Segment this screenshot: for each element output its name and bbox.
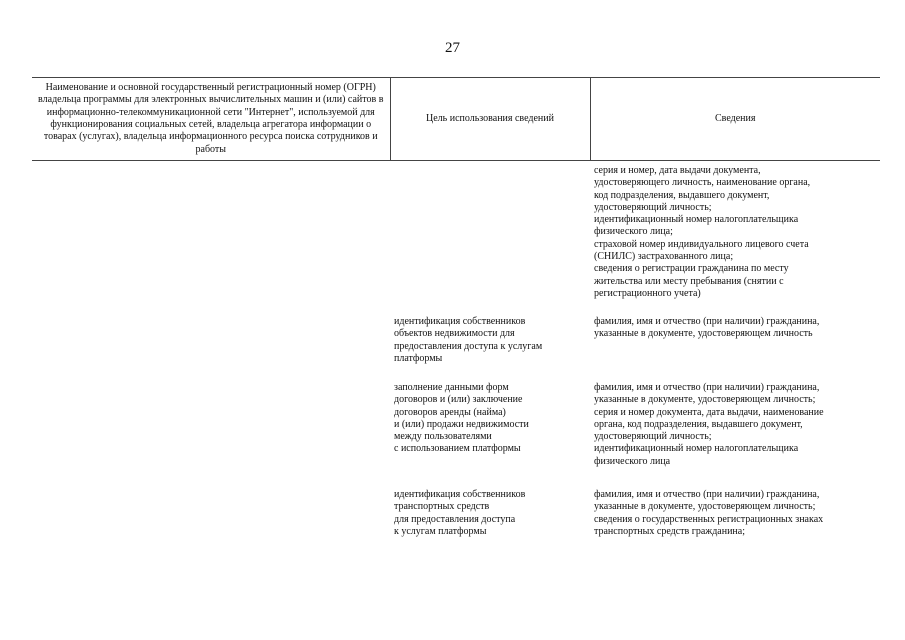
purpose-cell (390, 489, 590, 538)
info-cell (590, 382, 880, 489)
purpose-text: заполнение данными форм договоров и (или) заключение договоров аренды (найма) и (или) продажи недвижимости между пользователями с использованием платформы (394, 382, 529, 455)
purpose-cell (390, 382, 590, 489)
header-purpose: Цель использования сведений (390, 78, 590, 161)
table-row (32, 489, 880, 538)
info-text: фамилия, имя и отчество (при наличии) гражданина, указанные в документе, удостоверяющем личность; серия и номер документа, дата выдачи, наименование органа, код подразделения, выдавшего документ, удостоверяющий личность; идентификационный номер налогоплательщика физического лица (594, 382, 824, 467)
data-table (32, 77, 880, 538)
info-cell (590, 161, 880, 317)
purpose-text: идентификация собственников объектов недвижимости для предоставления доступа к услугам платформы (394, 316, 543, 364)
owner-cell (32, 161, 390, 317)
info-text: серия и номер, дата выдачи документа, удостоверяющего личность, наименование органа, код подразделения, выдавшего документ, удостоверяющий личность; идентификационный номер налогоплательщика физического лица; страховой номер индивидуального лицевого счета (СНИЛС) застрахованного лица; сведения о регистрации гражданина по месту жительства или месту пребывания (снятии с регистрационного учета) (594, 165, 811, 299)
purpose-cell (390, 316, 590, 382)
table-row (32, 161, 880, 317)
table-row (32, 316, 880, 382)
info-cell (590, 316, 880, 382)
header-owner: Наименование и основной государственный регистрационный номер (ОГРН) владельца программы для электронных вычислительных машин и (или) сайтов в информационно-телекоммуникационной сети "Интернет", используемой для функционирования социальных сетей, владельца агрегатора информации о товарах (услугах), владельца информационного ресурса поиска сотрудников и работы (32, 78, 390, 161)
info-text: фамилия, имя и отчество (при наличии) гражданина, указанные в документе, удостоверяющем личность; сведения о государственных регистрационных знаках транспортных средств гражданина; (594, 489, 824, 537)
owner-cell (32, 489, 390, 538)
purpose-text: идентификация собственников транспортных средств для предоставления доступа к услугам платформы (394, 489, 526, 537)
page-number: 27 (445, 40, 460, 56)
owner-cell (32, 382, 390, 489)
owner-cell (32, 316, 390, 382)
purpose-cell (390, 161, 590, 317)
table-header (32, 78, 880, 161)
info-text: фамилия, имя и отчество (при наличии) гражданина, указанные в документе, удостоверяющем личность (594, 316, 820, 340)
table-row (32, 382, 880, 489)
header-row (32, 78, 880, 161)
header-info: Сведения (590, 78, 880, 161)
info-cell (590, 489, 880, 538)
